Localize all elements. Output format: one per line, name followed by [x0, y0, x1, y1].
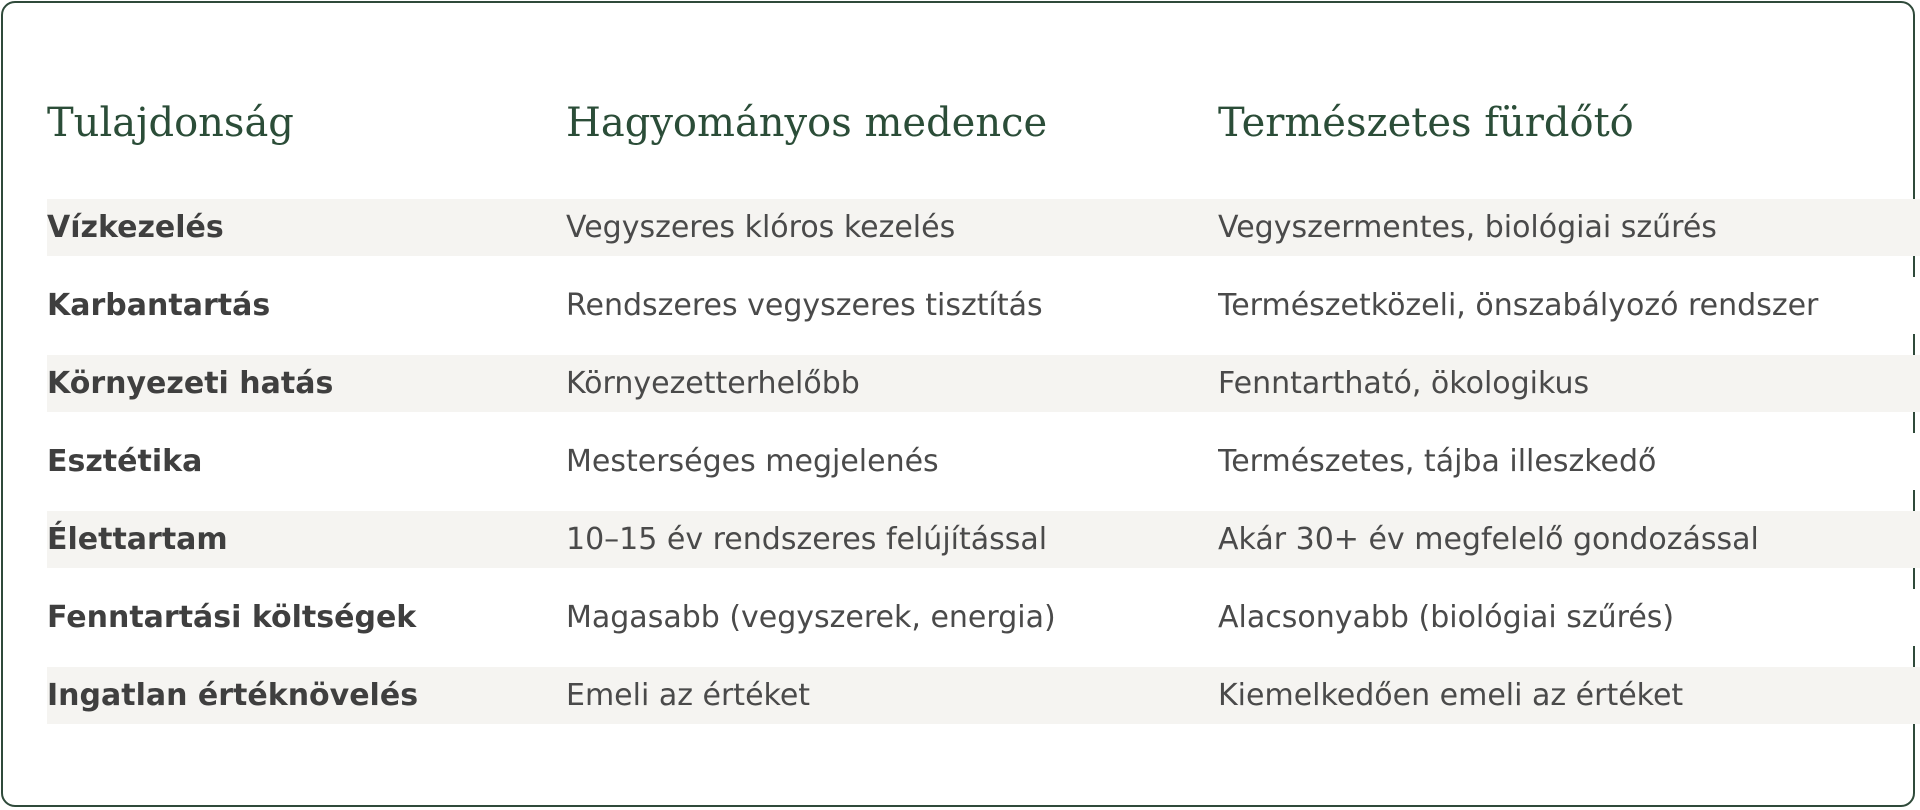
cell-traditional: Magasabb (vegyszerek, energia) [566, 589, 1218, 646]
cell-natural: Vegyszermentes, biológiai szűrés [1218, 199, 1920, 256]
table-header-row [47, 89, 1920, 157]
table-row [47, 589, 1920, 646]
table-row [47, 355, 1920, 412]
cell-natural: Kiemelkedően emeli az értéket [1218, 667, 1920, 724]
cell-attribute: Ingatlan értéknövelés [47, 667, 566, 724]
header-natural-pond: Természetes fürdőtó [1218, 100, 1634, 146]
cell-attribute: Fenntartási költségek [47, 589, 566, 646]
cell-traditional: Mesterséges megjelenés [566, 433, 1218, 490]
cell-traditional: Vegyszeres klóros kezelés [566, 199, 1218, 256]
cell-traditional: 10–15 év rendszeres felújítással [566, 511, 1218, 568]
cell-attribute: Karbantartás [47, 277, 566, 334]
header-attribute: Tulajdonság [47, 100, 294, 146]
cell-attribute: Vízkezelés [47, 199, 566, 256]
cell-natural: Alacsonyabb (biológiai szűrés) [1218, 589, 1920, 646]
cell-traditional: Környezetterhelőbb [566, 355, 1218, 412]
header-traditional-pool: Hagyományos medence [566, 100, 1048, 146]
cell-attribute: Esztétika [47, 433, 566, 490]
cell-attribute: Élettartam [47, 511, 566, 568]
comparison-card [1, 1, 1915, 807]
cell-natural: Akár 30+ év megfelelő gondozással [1218, 511, 1920, 568]
cell-traditional: Emeli az értéket [566, 667, 1218, 724]
cell-traditional: Rendszeres vegyszeres tisztítás [566, 277, 1218, 334]
cell-natural: Fenntartható, ökologikus [1218, 355, 1920, 412]
table-row [47, 199, 1920, 256]
comparison-table [47, 89, 1920, 724]
table-row [47, 511, 1920, 568]
table-row [47, 433, 1920, 490]
table-row [47, 667, 1920, 724]
cell-attribute: Környezeti hatás [47, 355, 566, 412]
cell-natural: Természetközeli, önszabályozó rendszer [1218, 277, 1920, 334]
cell-natural: Természetes, tájba illeszkedő [1218, 433, 1920, 490]
table-row [47, 277, 1920, 334]
